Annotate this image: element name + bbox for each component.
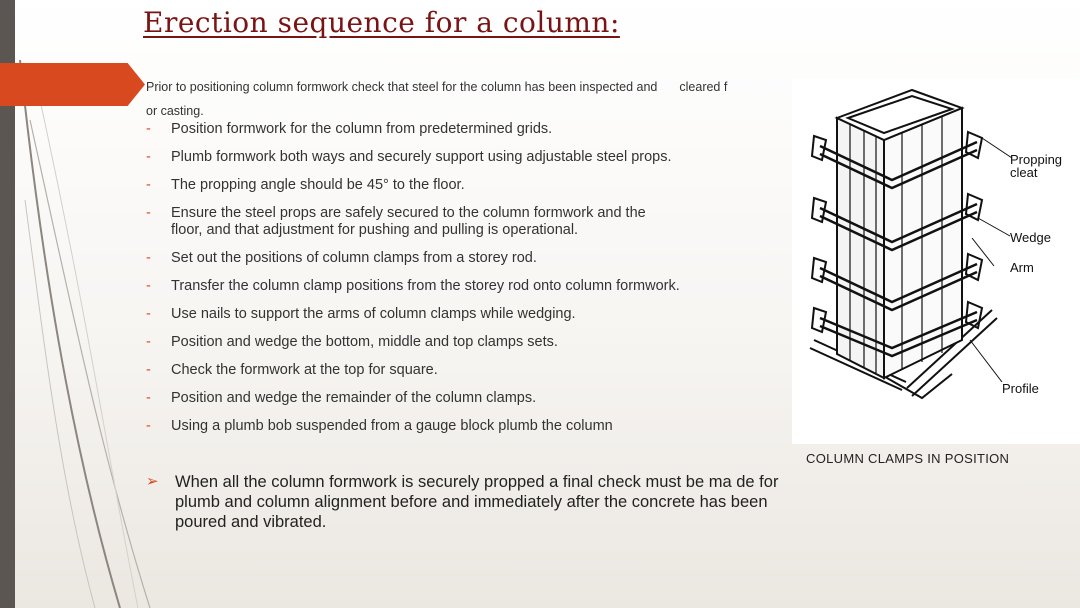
intro-part-3: or casting. (146, 104, 204, 118)
arm-label: Arm (1010, 260, 1034, 275)
propping-cleat-label: Propping (1010, 152, 1063, 167)
dash-marker: - (146, 149, 151, 165)
dash-marker: - (146, 250, 151, 266)
propping-cleat-label-line-2: cleat (1010, 165, 1038, 180)
dash-marker: - (146, 306, 151, 322)
step-text: The propping angle should be 45° to the floor. (171, 177, 465, 193)
step-text: Set out the positions of column clamps from a storey rod. (171, 250, 537, 266)
step-item (146, 250, 796, 267)
step-item (146, 306, 796, 323)
intro-part-1: Prior to positioning column formwork check that steel for the column has been inspected and (146, 80, 658, 94)
step-item (146, 278, 796, 295)
dash-marker: - (146, 121, 151, 137)
step-item (146, 149, 796, 166)
dash-marker: - (146, 177, 151, 193)
step-text: Transfer the column clamp positions from the storey rod onto column formwork. (171, 278, 680, 294)
slide-title: Erection sequence for a column: (143, 6, 620, 39)
step-text: Position formwork for the column from predetermined grids. (171, 121, 553, 137)
step-item (146, 390, 796, 407)
figure-caption: COLUMN CLAMPS IN POSITION (806, 451, 1010, 466)
intro-part-2: cleared f (679, 80, 728, 94)
dash-marker: - (146, 278, 151, 294)
dash-marker: - (146, 390, 151, 406)
dash-marker: - (146, 205, 151, 221)
accent-arrow (0, 63, 145, 106)
step-item (146, 205, 671, 239)
intro-paragraph (146, 75, 786, 123)
dash-marker: - (146, 334, 151, 350)
column-clamp-figure (792, 78, 1080, 444)
step-text: Position and wedge the remainder of the column clamps. (171, 390, 537, 406)
dash-marker: - (146, 418, 151, 434)
final-note-text: When all the column formwork is securely propped a final check must be ma de for plumb and column alignment before and immediately after the concrete has been poured and vibrated. (175, 473, 779, 531)
step-text: Check the formwork at the top for square. (171, 362, 438, 378)
profile-label: Profile (1002, 381, 1039, 396)
step-item (146, 334, 796, 351)
final-note (146, 472, 786, 532)
step-item (146, 362, 796, 379)
step-item (146, 121, 796, 138)
step-item (146, 418, 796, 435)
wedge-label: Wedge (1010, 230, 1051, 245)
arrow-bullet-icon: ➢ (146, 473, 159, 490)
step-text: Plumb formwork both ways and securely support using adjustable steel props. (171, 149, 672, 165)
step-text: Position and wedge the bottom, middle and top clamps sets. (171, 334, 558, 350)
step-text: Ensure the steel props are safely secured to the column formwork and the floor, and that adjustment for pushing and pulling is operational. (171, 205, 646, 238)
step-text: Using a plumb bob suspended from a gauge block plumb the column (171, 418, 613, 434)
step-text: Use nails to support the arms of column clamps while wedging. (171, 306, 576, 322)
column-formwork-diagram (792, 78, 1080, 444)
dash-marker: - (146, 362, 151, 378)
step-item (146, 177, 796, 194)
steps-list (146, 121, 796, 446)
